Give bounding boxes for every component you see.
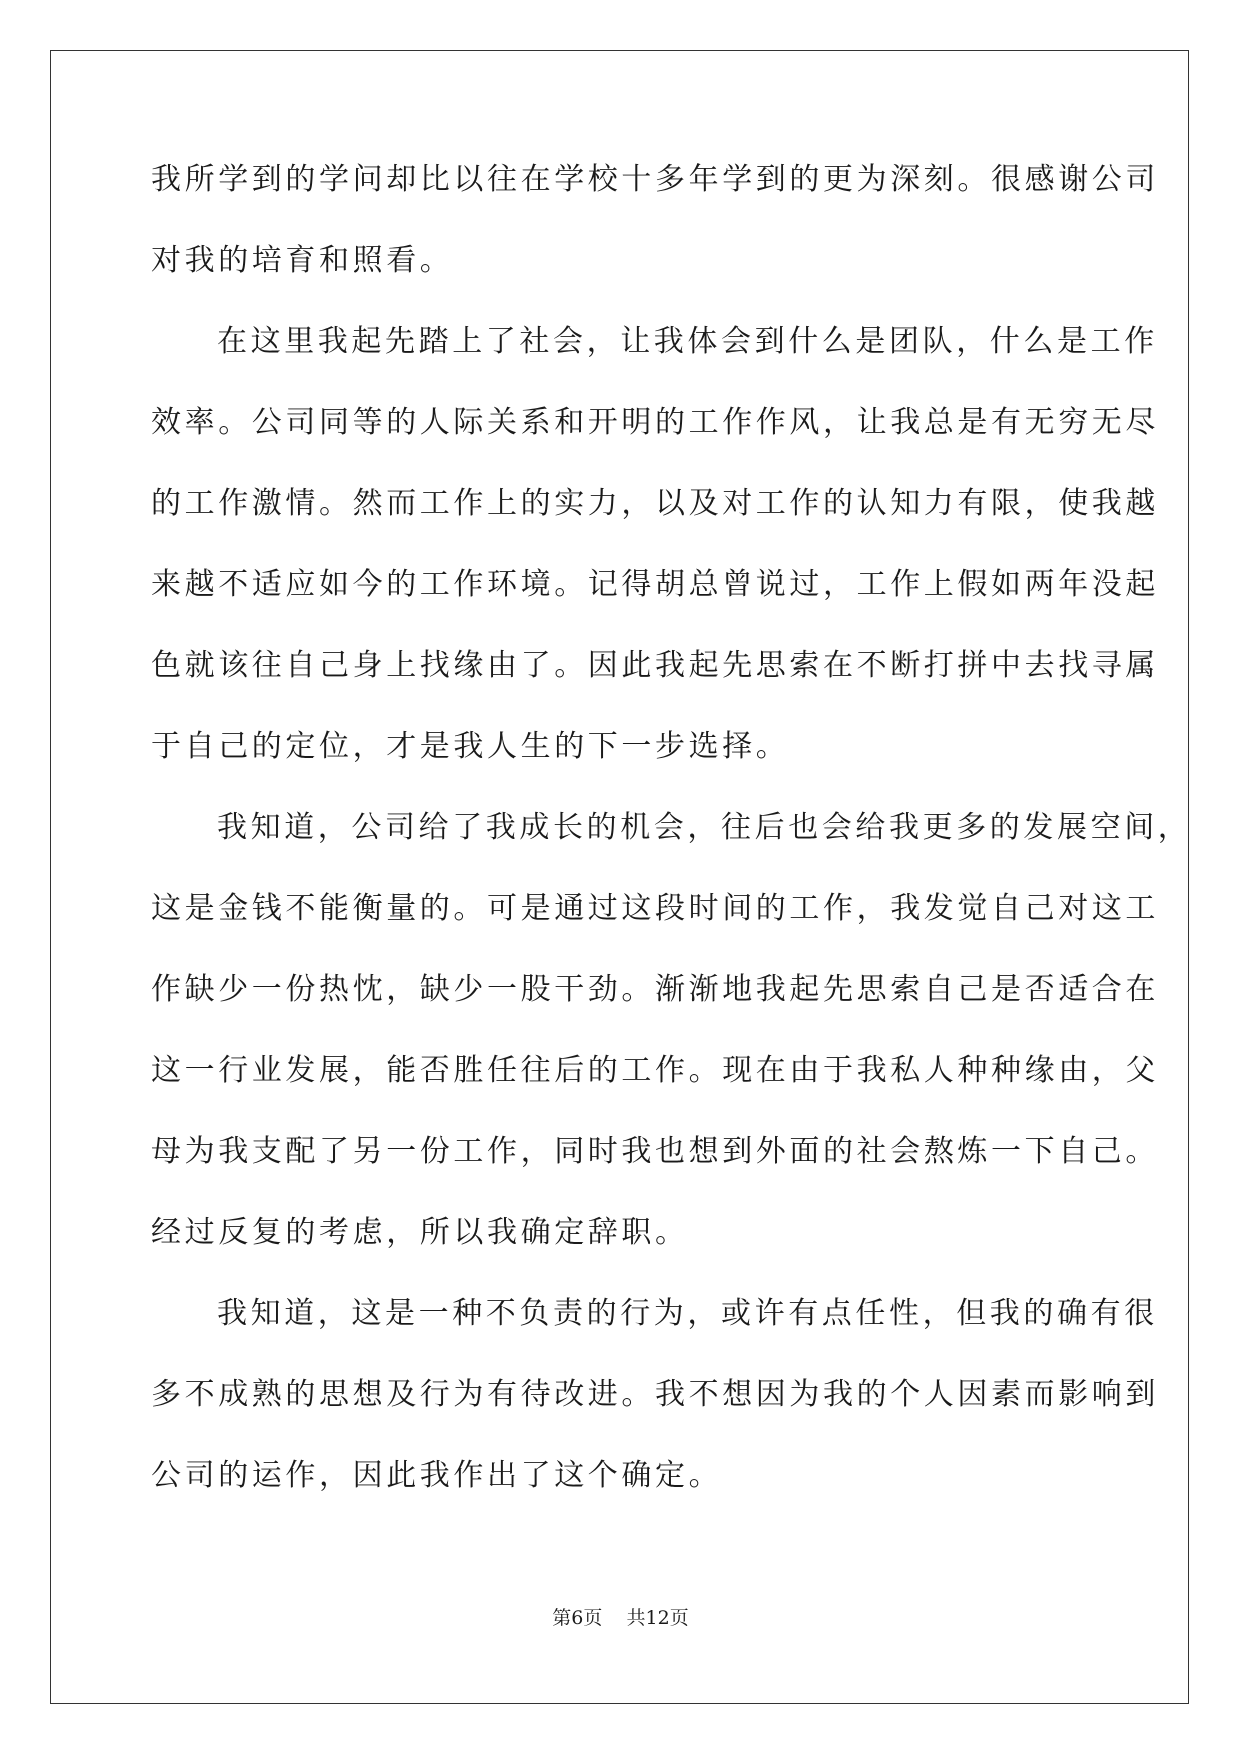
text-line: 公司的运作，因此我作出了这个确定。 [151, 1458, 723, 1493]
text-line: 这一行业发展，能否胜任往后的工作。现在由于我私人种种缘由，父 [151, 1053, 1159, 1088]
text-line: 这是金钱不能衡量的。可是通过这段时间的工作，我发觉自己对这工 [151, 891, 1159, 926]
page-footer [0, 1603, 1241, 1630]
text-line: 色就该往自己身上找缘由了。因此我起先思索在不断打拼中去找寻属 [151, 648, 1159, 683]
page-total: 共12页 [626, 1607, 689, 1629]
document-body [151, 162, 1192, 1539]
text-line: 我所学到的学问却比以往在学校十多年学到的更为深刻。很感谢公司 [151, 162, 1159, 197]
text-line: 于自己的定位，才是我人生的下一步选择。 [151, 729, 790, 764]
text-line: 对我的培育和照看。 [151, 243, 454, 278]
text-line: 母为我支配了另一份工作，同时我也想到外面的社会熬炼一下自己。 [151, 1134, 1159, 1169]
text-line: 作缺少一份热忱，缺少一股干劲。渐渐地我起先思索自己是否适合在 [151, 972, 1159, 1007]
text-line: 的工作激情。然而工作上的实力，以及对工作的认知力有限，使我越 [151, 486, 1159, 521]
text-line: 来越不适应如今的工作环境。记得胡总曾说过，工作上假如两年没起 [151, 567, 1159, 602]
text-line: 经过反复的考虑，所以我确定辞职。 [151, 1215, 689, 1250]
paragraph-start-line: 在这里我起先踏上了社会，让我体会到什么是团队，什么是工作 [217, 324, 1158, 359]
text-line: 多不成熟的思想及行为有待改进。我不想因为我的个人因素而影响到 [151, 1377, 1159, 1412]
paragraph-start-line: 我知道，这是一种不负责的行为，或许有点任性，但我的确有很 [217, 1296, 1158, 1331]
text-line: 效率。公司同等的人际关系和开明的工作作风，让我总是有无穷无尽 [151, 405, 1159, 440]
paragraph-start-line: 我知道，公司给了我成长的机会，往后也会给我更多的发展空间， [217, 810, 1192, 845]
page-number: 第6页 [552, 1607, 603, 1629]
